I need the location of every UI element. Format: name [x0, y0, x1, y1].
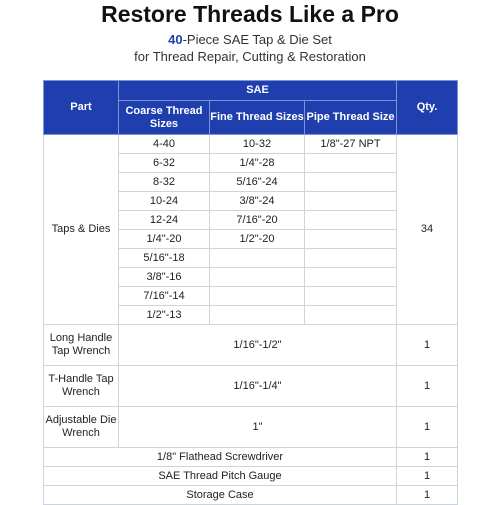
part-name: T-Handle Tap Wrench [44, 366, 119, 407]
fine-size: 5/16"-24 [210, 173, 305, 192]
page-subtitle [0, 31, 500, 65]
header-sae: SAE [119, 81, 397, 101]
table-row [44, 448, 458, 467]
extra-item: SAE Thread Pitch Gauge [44, 467, 397, 486]
part-name: Long Handle Tap Wrench [44, 325, 119, 366]
coarse-size: 12-24 [119, 211, 210, 230]
header-qty: Qty. [397, 81, 458, 135]
qty-cell: 1 [397, 325, 458, 366]
extra-item: 1/8" Flathead Screwdriver [44, 448, 397, 467]
table-row [44, 467, 458, 486]
header-pipe: Pipe Thread Size [305, 101, 397, 135]
fine-size: 1/4"-28 [210, 154, 305, 173]
extra-item: Storage Case [44, 486, 397, 505]
fine-size: 1/2"-20 [210, 230, 305, 249]
coarse-size: 7/16"-14 [119, 287, 210, 306]
pipe-size [305, 249, 397, 268]
qty-cell: 1 [397, 486, 458, 505]
fine-size [210, 268, 305, 287]
qty-cell: 1 [397, 366, 458, 407]
part-name: Adjustable Die Wrench [44, 407, 119, 448]
pipe-size [305, 306, 397, 325]
table-row [44, 135, 458, 154]
pipe-size [305, 192, 397, 211]
table-row [44, 366, 458, 407]
fine-size [210, 287, 305, 306]
pipe-size [305, 211, 397, 230]
coarse-size: 1/4"-20 [119, 230, 210, 249]
pipe-size: 1/8"-27 NPT [305, 135, 397, 154]
qty-cell: 1 [397, 467, 458, 486]
coarse-size: 4-40 [119, 135, 210, 154]
qty-taps-dies: 34 [397, 135, 458, 325]
pipe-size [305, 268, 397, 287]
size-range: 1" [119, 407, 397, 448]
pipe-size [305, 173, 397, 192]
part-taps-dies: Taps & Dies [44, 135, 119, 325]
subtitle-line1: -Piece SAE Tap & Die Set [182, 32, 332, 47]
header-fine: Fine Thread Sizes [210, 101, 305, 135]
pipe-size [305, 154, 397, 173]
fine-size: 10-32 [210, 135, 305, 154]
size-range: 1/16"-1/4" [119, 366, 397, 407]
coarse-size: 10-24 [119, 192, 210, 211]
coarse-size: 6-32 [119, 154, 210, 173]
subtitle-line2: for Thread Repair, Cutting & Restoration [134, 49, 366, 64]
coarse-size: 8-32 [119, 173, 210, 192]
pipe-size [305, 230, 397, 249]
header-coarse: Coarse Thread Sizes [119, 101, 210, 135]
table-row [44, 486, 458, 505]
coarse-size: 3/8"-16 [119, 268, 210, 287]
coarse-size: 1/2"-13 [119, 306, 210, 325]
piece-count: 40 [168, 32, 183, 47]
fine-size: 3/8"-24 [210, 192, 305, 211]
size-range: 1/16"-1/2" [119, 325, 397, 366]
table-row [44, 407, 458, 448]
qty-cell: 1 [397, 407, 458, 448]
spec-table [43, 80, 458, 505]
qty-cell: 1 [397, 448, 458, 467]
header-part: Part [44, 81, 119, 135]
fine-size [210, 306, 305, 325]
fine-size [210, 249, 305, 268]
coarse-size: 5/16"-18 [119, 249, 210, 268]
pipe-size [305, 287, 397, 306]
page-title: Restore Threads Like a Pro [101, 1, 399, 27]
table-row [44, 325, 458, 366]
fine-size: 7/16"-20 [210, 211, 305, 230]
